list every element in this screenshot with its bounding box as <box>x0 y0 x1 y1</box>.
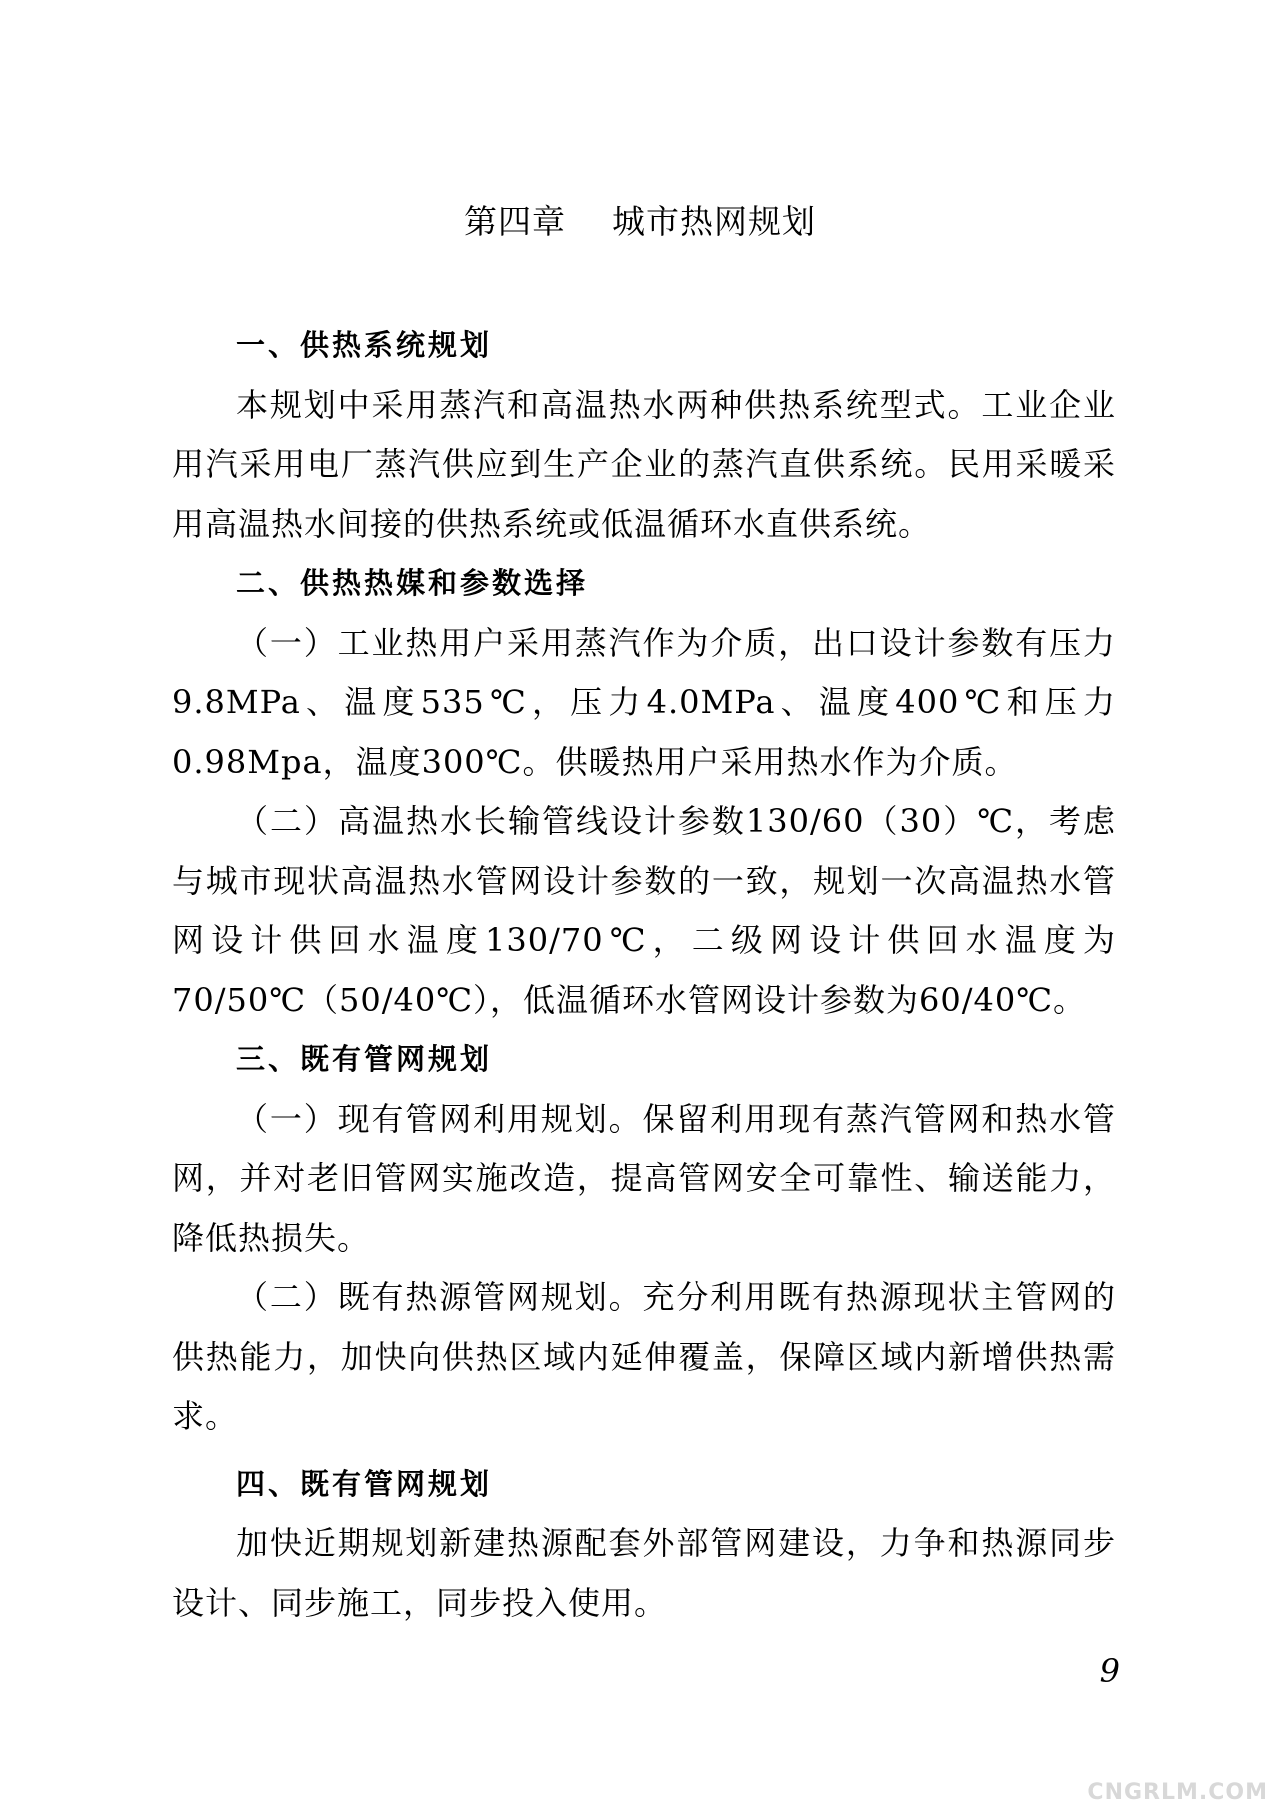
document-body <box>172 316 1116 1633</box>
site-watermark: CNGRLM.COM <box>1087 1780 1268 1805</box>
section-heading-3: 三、既有管网规划 <box>236 1042 493 1076</box>
section-heading-2: 二、供热热媒和参数选择 <box>236 566 589 600</box>
section-heading-1: 一、供热系统规划 <box>236 328 493 362</box>
section-heading-4: 四、既有管网规划 <box>236 1466 493 1501</box>
chapter-title: 第四章 城市热网规划 <box>464 202 816 241</box>
section-2-paragraph-2: （二）高温热水长输管线设计参数130/60（30）℃，考虑与城市现状高温热水管网设计参数的一致，规划一次高温热水管网设计供回水温度130/70℃，二级网设计供回水温度为70/50℃（50/40℃），低温循环水管网设计参数为60/40℃。 <box>172 802 1116 1019</box>
section-3-paragraph-1: （一）现有管网利用规划。保留利用现有蒸汽管网和热水管网，并对老旧管网实施改造，提高管网安全可靠性、输送能力，降低热损失。 <box>172 1099 1116 1257</box>
section-2-paragraph-1: （一）工业热用户采用蒸汽作为介质，出口设计参数有压力9.8MPa、温度535℃，压力4.0MPa、温度400℃和压力0.98Mpa，温度300℃。供暖热用户采用热水作为介质。 <box>172 623 1116 781</box>
section-gap <box>172 1447 1116 1455</box>
page-number: 9 <box>1099 1652 1120 1690</box>
section-4-paragraph-1: 加快近期规划新建热源配套外部管网建设，力争和热源同步设计、同步施工，同步投入使用。 <box>172 1524 1116 1622</box>
section-3-paragraph-2: （二）既有热源管网规划。充分利用既有热源现状主管网的供热能力，加快向供热区域内延伸覆盖，保障区域内新增供热需求。 <box>172 1278 1116 1435</box>
section-1-paragraph-1: 本规划中采用蒸汽和高温热水两种供热系统型式。工业企业用汽采用电厂蒸汽供应到生产企业的蒸汽直供系统。民用采暖采用高温热水间接的供热系统或低温循环水直供系统。 <box>172 385 1116 543</box>
